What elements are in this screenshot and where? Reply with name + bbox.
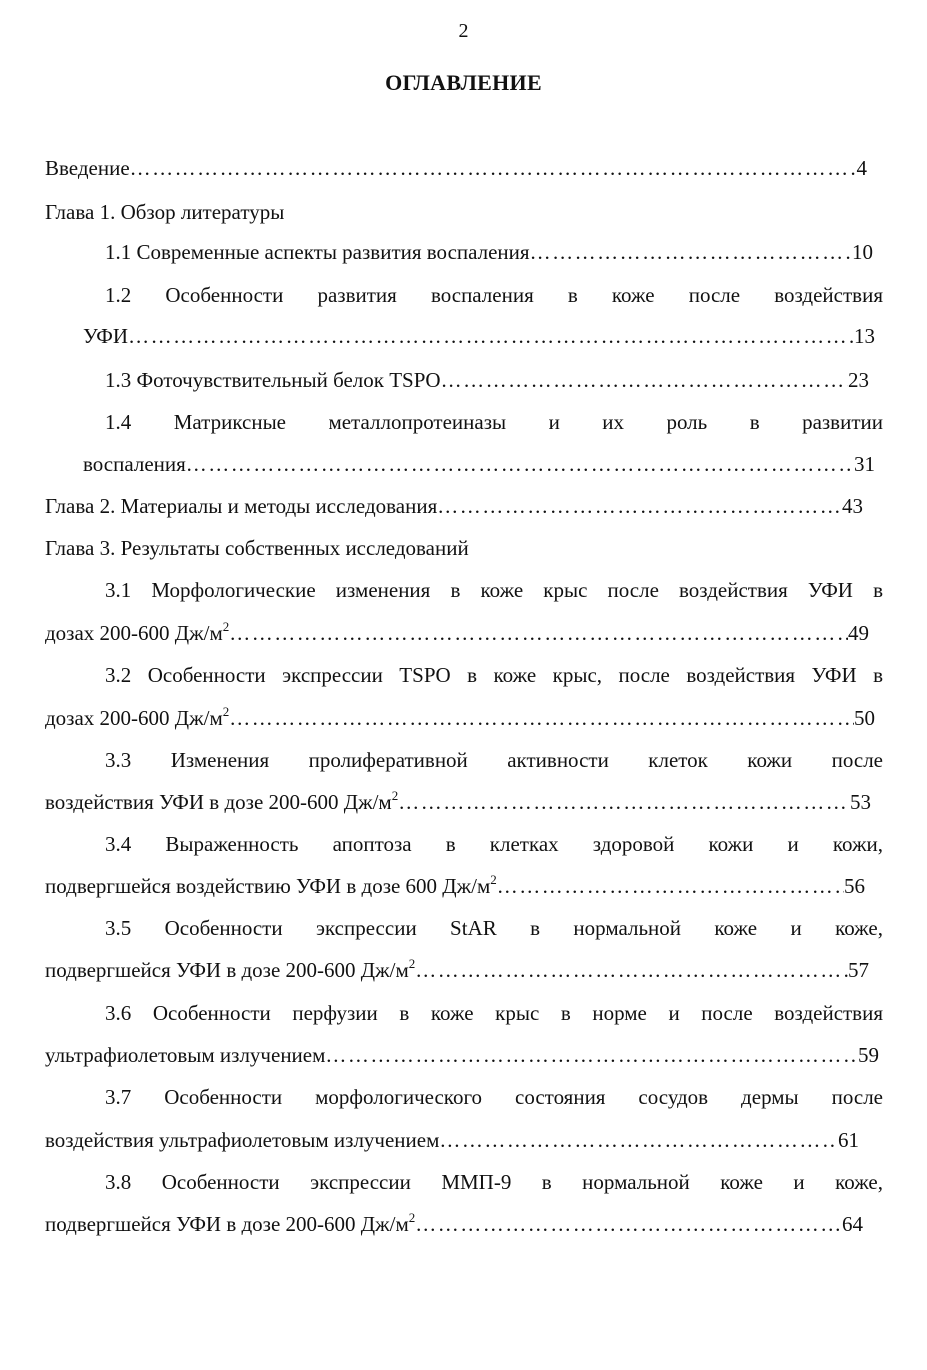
toc-entry-3-3[interactable]: [105, 746, 883, 774]
toc-page-number: 61: [838, 1128, 859, 1152]
toc-entry-3-1-cont[interactable]: [45, 619, 869, 647]
toc-entry-title-cont: воздействия УФИ в дозе 200-600 $Дж/м^2$: [45, 788, 399, 814]
toc-entry-3-6[interactable]: [105, 999, 883, 1027]
leader-dots: [186, 450, 854, 478]
toc-entry-title-cont: подвергшейся УФИ в дозе 200-600 $Дж/м^2$: [45, 1210, 416, 1236]
toc-entry-3-4-cont[interactable]: [45, 872, 865, 900]
leader-dots: [415, 956, 848, 984]
leader-dots: [229, 619, 848, 647]
toc-page-number: 53: [850, 790, 871, 814]
toc-entry-1-3[interactable]: [105, 366, 869, 394]
toc-entry-1-2[interactable]: [105, 281, 883, 309]
leader-dots: [130, 154, 857, 182]
toc-entry-title: 3.4 Выраженность апоптоза в клетках здоровой кожи и кожи,: [105, 832, 883, 856]
toc-entry-intro[interactable]: [45, 154, 867, 182]
toc-entry-title-cont: ультрафиолетовым излучением: [45, 1043, 326, 1067]
leader-dots: [128, 322, 854, 350]
toc-entry-3-5[interactable]: [105, 914, 883, 942]
toc-page-number: 64: [842, 1212, 863, 1236]
toc-entry-title: Введение: [45, 156, 130, 180]
toc-entry-1-4-cont[interactable]: [83, 450, 875, 478]
toc-entry-title: 3.5 Особенности экспрессии StAR в нормальной коже и коже,: [105, 916, 883, 940]
page-number: 2: [458, 20, 469, 42]
toc-entry-3-1[interactable]: [105, 576, 883, 604]
toc-entry-title: 1.3 Фоточувствительный белок TSPO: [105, 368, 441, 392]
toc-entry-title-cont: воспаления: [83, 452, 186, 476]
page-title: ОГЛАВЛЕНИЕ: [385, 70, 542, 95]
toc-page-number: 10: [852, 240, 873, 264]
toc-entry-3-5-cont[interactable]: [45, 956, 869, 984]
toc-entry-title: 3.3 Изменения пролиферативной активности клеток кожи после: [105, 748, 883, 772]
toc-entry-3-8-cont[interactable]: [45, 1210, 863, 1238]
leader-dots: [497, 872, 844, 900]
toc-entry-title: 3.2 Особенности экспрессии TSPO в коже крыс, после воздействия УФИ в: [105, 663, 883, 687]
toc-page-number: 49: [848, 621, 869, 645]
leader-dots: [437, 492, 842, 520]
toc-entry-title: 1.2 Особенности развития воспаления в коже после воздействия: [105, 283, 883, 307]
toc-entry-title-cont: подвергшейся воздействию УФИ в дозе 600 $Дж/м^2$: [45, 872, 497, 898]
toc-entry-title: 1.4 Матриксные металлопротеиназы и их роль в развитии: [105, 410, 883, 434]
toc-entry-3-7[interactable]: [105, 1083, 883, 1111]
leader-dots: [415, 1210, 842, 1238]
leader-dots: [229, 704, 854, 732]
toc-entry-3-8[interactable]: [105, 1168, 883, 1196]
toc-entry-1-4[interactable]: [105, 408, 883, 436]
leader-dots: [398, 788, 850, 816]
toc-entry-3-3-cont[interactable]: [45, 788, 871, 816]
toc-page-number: 13: [854, 324, 875, 348]
toc-entry-title-cont: дозах 200-600 $Дж/м^2$: [45, 619, 230, 645]
toc-entry-title: Глава 2. Материалы и методы исследования: [45, 494, 438, 518]
toc-chapter-2[interactable]: [45, 492, 863, 520]
leader-dots: [441, 366, 848, 394]
toc-entry-title: 3.8 Особенности экспрессии ММП-9 в нормальной коже и коже,: [105, 1170, 883, 1194]
toc-page-number: 43: [842, 494, 863, 518]
toc-entry-title-cont: дозах 200-600 $Дж/м^2$: [45, 704, 230, 730]
toc-entry-3-2-cont[interactable]: [45, 704, 875, 732]
toc-page-number: 59: [858, 1043, 879, 1067]
toc-entry-title: 3.6 Особенности перфузии в коже крыс в норме и после воздействия: [105, 1001, 883, 1025]
toc-entry-title-cont: подвергшейся УФИ в дозе 200-600 $Дж/м^2$: [45, 956, 416, 982]
toc-entry-title: 3.1 Морфологические изменения в коже крыс после воздействия УФИ в: [105, 578, 883, 602]
toc-page-number: 4: [856, 156, 867, 180]
toc-entry-title: Глава 3. Результаты собственных исследований: [45, 536, 469, 560]
toc-entry-title-cont: воздействия ультрафиолетовым излучением: [45, 1128, 440, 1152]
toc-chapter-3[interactable]: [45, 534, 883, 562]
toc-entry-3-4[interactable]: [105, 830, 883, 858]
toc-entry-1-2-cont[interactable]: [83, 322, 875, 350]
toc-page-number: 56: [844, 874, 865, 898]
toc-entry-3-7-cont[interactable]: [45, 1126, 859, 1154]
toc-chapter-1[interactable]: [45, 198, 883, 226]
toc-page-number: 31: [854, 452, 875, 476]
toc-entry-1-1[interactable]: [105, 238, 873, 266]
leader-dots: [530, 238, 852, 266]
toc-entry-title-cont: УФИ: [83, 324, 129, 348]
toc-entry-title: 3.7 Особенности морфологического состояния сосудов дермы после: [105, 1085, 883, 1109]
toc-entry-title: Глава 1. Обзор литературы: [45, 200, 285, 224]
toc-entry-3-6-cont[interactable]: [45, 1041, 879, 1069]
toc-entry-title: 1.1 Современные аспекты развития воспаления: [105, 240, 530, 264]
toc-page-number: 57: [848, 958, 869, 982]
toc-entry-3-2[interactable]: [105, 661, 883, 689]
leader-dots: [439, 1126, 838, 1154]
leader-dots: [325, 1041, 858, 1069]
toc-page-number: 50: [854, 706, 875, 730]
toc-page-number: 23: [848, 368, 869, 392]
